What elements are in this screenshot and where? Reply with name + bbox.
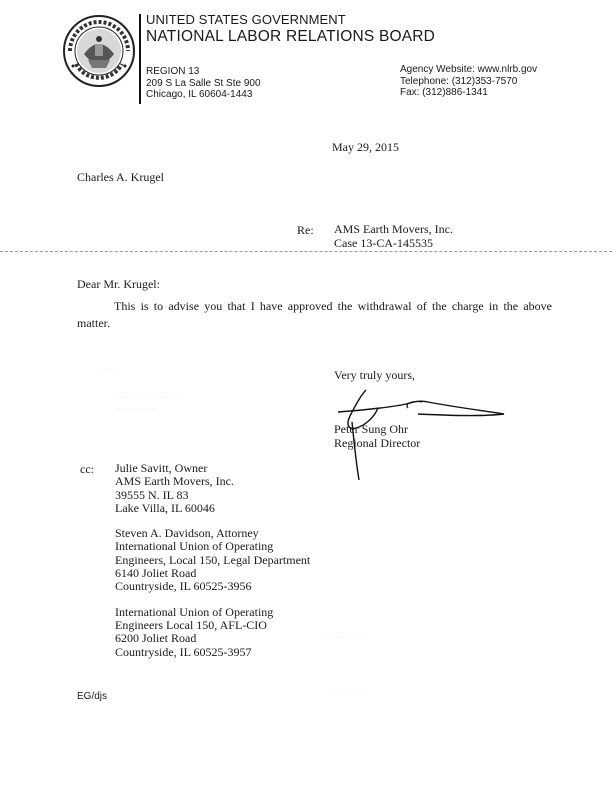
scan-artifact: · · · · xyxy=(98,364,118,374)
cc-line: Countryside, IL 60525-3956 xyxy=(115,579,252,594)
addressee: Charles A. Krugel xyxy=(77,170,164,184)
signer-name: Peter Sung Ohr xyxy=(334,422,408,436)
letterhead-divider xyxy=(139,14,141,104)
nlrb-seal-icon xyxy=(62,14,136,88)
letter-body: This is to advise you that I have approved the withdrawal of the charge in the above matter. xyxy=(77,299,552,330)
closing: Very truly yours, xyxy=(334,368,415,382)
salutation: Dear Mr. Krugel: xyxy=(77,277,160,291)
scan-line xyxy=(0,251,612,252)
signer-title: Regional Director xyxy=(334,436,421,450)
scan-artifact: · · · · · · · · · · · · xyxy=(115,392,179,402)
cc-line: Countryside, IL 60525-3957 xyxy=(115,644,252,659)
cc-line: Engineers, Local 150, Legal Department xyxy=(115,552,311,567)
cc-line: Lake Villa, IL 60046 xyxy=(115,500,215,515)
org-line-2: NATIONAL LABOR RELATIONS BOARD xyxy=(146,28,436,45)
cc-line: Steven A. Davidson, Attorney xyxy=(115,526,259,541)
re-subject xyxy=(334,223,453,250)
region-name: REGION 13 xyxy=(146,66,200,77)
cc-line: Engineers Local 150, AFL-CIO xyxy=(115,617,267,632)
cc-recipient xyxy=(115,462,310,515)
cc-recipient xyxy=(115,606,310,659)
cc-line: 6200 Joliet Road xyxy=(115,631,197,646)
cc-recipients xyxy=(115,462,310,671)
cc-line: Julie Savitt, Owner xyxy=(115,461,208,475)
cc-line: AMS Earth Movers, Inc. xyxy=(115,474,234,489)
signer-block xyxy=(334,422,420,450)
cc-line: International Union of Operating xyxy=(115,604,274,619)
scan-artifact: · · · · · · · xyxy=(330,687,366,697)
typist-initials: EG/djs xyxy=(77,691,108,702)
contact-info xyxy=(400,64,537,99)
re-label: Re: xyxy=(297,223,314,237)
fax: Fax: (312)886-1341 xyxy=(400,87,488,98)
cc-label: cc: xyxy=(80,462,94,476)
agency-website: Agency Website: www.nlrb.gov xyxy=(400,64,538,75)
re-case-number: Case 13-CA-145535 xyxy=(334,235,433,250)
cc-recipient xyxy=(115,527,310,593)
re-company: AMS Earth Movers, Inc. xyxy=(334,222,453,236)
telephone: Telephone: (312)353-7570 xyxy=(400,75,518,87)
org-line-1: UNITED STATES GOVERNMENT xyxy=(146,12,346,27)
scan-artifact: · · · · · · · · xyxy=(320,632,362,642)
city-address: Chicago, IL 60604-1443 xyxy=(146,89,253,100)
street-address: 209 S La Salle St Ste 900 xyxy=(146,77,261,89)
region-address xyxy=(146,66,261,101)
cc-line: 6140 Joliet Road xyxy=(115,566,197,581)
cc-line: International Union of Operating xyxy=(115,539,274,554)
scan-artifact: · · · · · · · xyxy=(118,403,154,413)
letter-date: May 29, 2015 xyxy=(332,140,399,154)
cc-line: 39555 N. IL 83 xyxy=(115,487,189,502)
